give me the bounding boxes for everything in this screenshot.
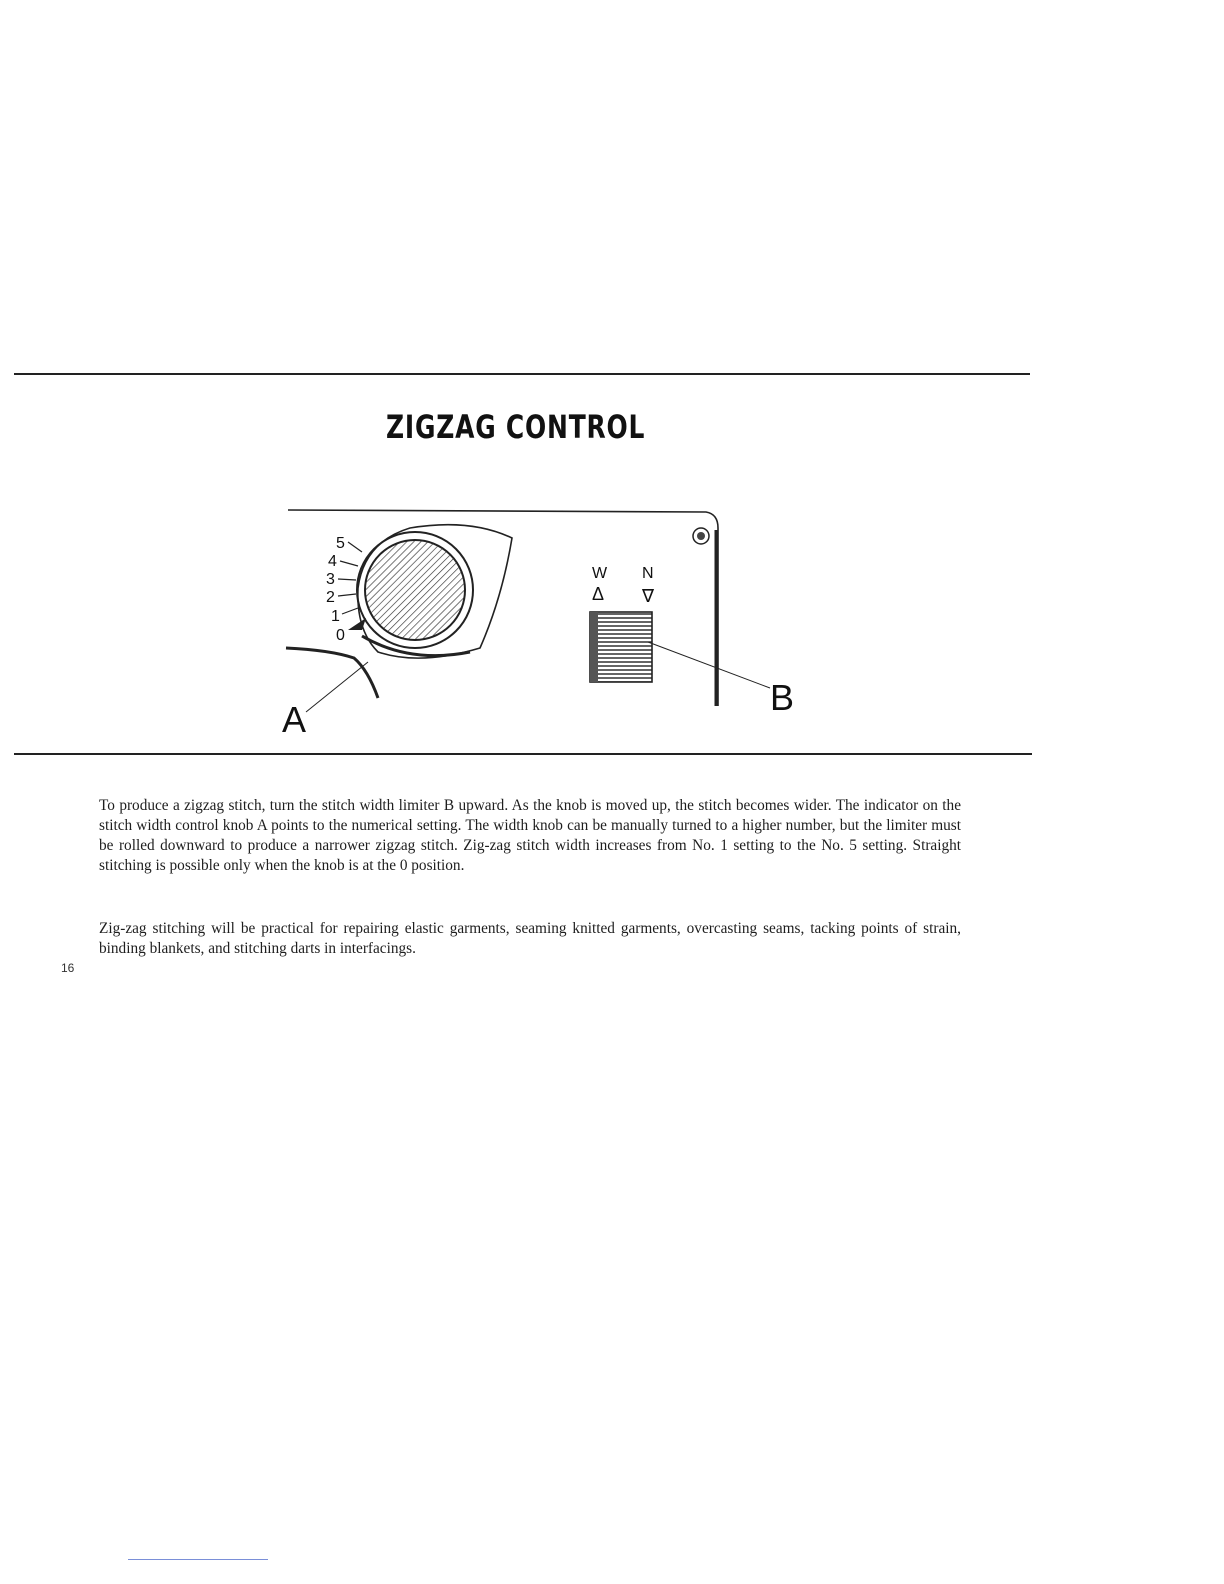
- emblem-icon: [693, 528, 709, 544]
- stitch-width-limiter-b: [590, 565, 655, 682]
- zigzag-control-illustration: [270, 480, 810, 755]
- paragraph-zigzag-applications: Zig-zag stitching will be practical for repairing elastic garments, seaming knitted garments, overcasting seams, tacking points of strain, binding blankets, and stitching darts in interfacings.: [99, 920, 961, 958]
- footer-rule: [128, 1559, 268, 1560]
- dial-number-1: 1: [331, 608, 340, 625]
- stitch-width-knob-a: [357, 525, 512, 658]
- page-title: ZIGZAG CONTROL: [386, 408, 646, 446]
- dial-number-3: 3: [326, 571, 335, 588]
- arrow-up-icon: Δ: [592, 584, 605, 604]
- dial-number-0: 0: [336, 627, 345, 644]
- arrow-down-icon: ∇: [642, 586, 655, 606]
- label-b: B: [770, 677, 795, 718]
- leader-lines: [286, 642, 770, 712]
- paragraph-zigzag-usage: To produce a zigzag stitch, turn the stitch width limiter B upward. As the knob is moved up, the stitch becomes wider. The indicator on the stitch width control knob A points to the numerical setting. The width knob can be manually turned to a higher number, but the limiter must be rolled downward to produce a narrower zigzag stitch. Zig-zag stitch width increases from No. 1 setting to the No. 5 setting. Straight stitching is possible only when the knob is at the 0 position.: [99, 797, 961, 875]
- dial-number-5: 5: [336, 535, 345, 552]
- dial-number-2: 2: [326, 589, 335, 606]
- page-number: 16: [61, 961, 75, 975]
- bottom-divider: [14, 753, 1032, 755]
- limiter-narrow-label: N: [642, 565, 654, 582]
- limiter-wide-label: W: [592, 565, 608, 582]
- label-a: A: [282, 699, 307, 740]
- dial-number-4: 4: [328, 553, 337, 570]
- top-divider: [14, 373, 1030, 375]
